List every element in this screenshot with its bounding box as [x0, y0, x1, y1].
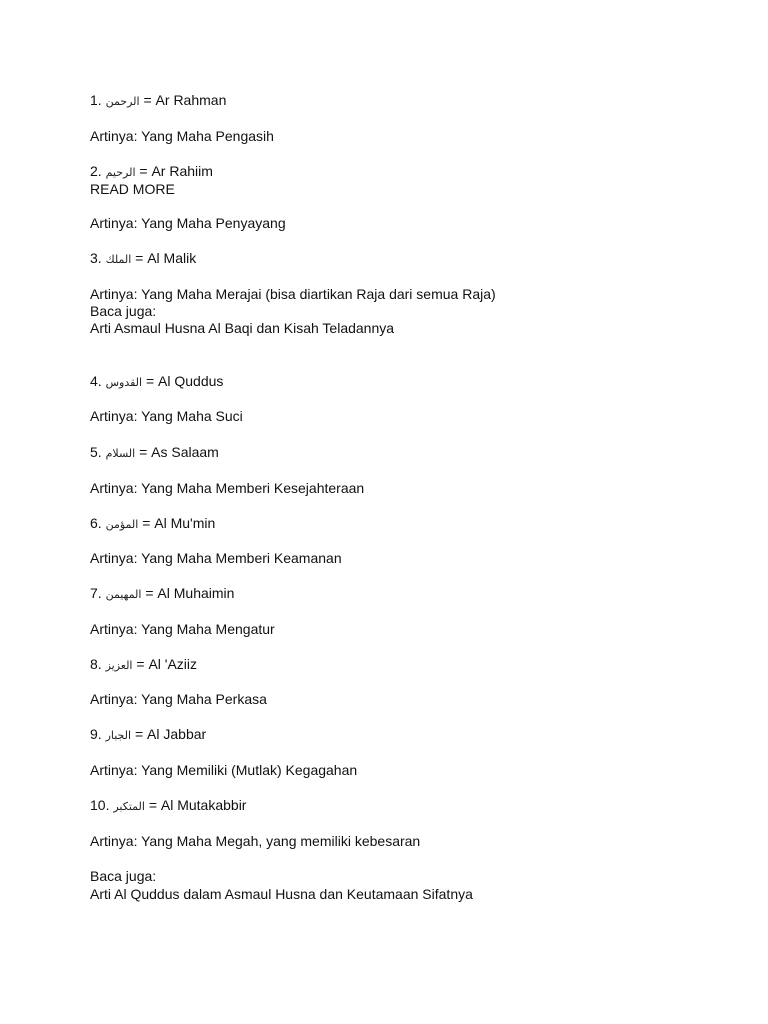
arabic-name: المهيمن: [105, 588, 142, 601]
item-number: 6.: [90, 515, 102, 531]
latin-name: = Al Quddus: [145, 373, 224, 389]
item-3-meaning: Artinya: Yang Maha Merajai (bisa diartikan Raja dari semua Raja): [90, 286, 496, 302]
item-8-meaning: Artinya: Yang Maha Perkasa: [90, 691, 267, 707]
item-3-title: [90, 249, 196, 269]
item-number: 10.: [90, 797, 110, 813]
item-9-meaning: Artinya: Yang Memiliki (Mutlak) Kegagahan: [90, 762, 358, 778]
item-5-title: [90, 443, 219, 463]
item-number: 9.: [90, 726, 102, 742]
arabic-name: المؤمن: [105, 518, 139, 531]
item-5-meaning: Artinya: Yang Maha Memberi Kesejahteraan: [90, 480, 365, 496]
arabic-name: القدوس: [105, 376, 143, 389]
item-1-title: [90, 91, 226, 111]
arabic-name: الرحمن: [105, 95, 140, 108]
latin-name: = Al 'Aziiz: [136, 656, 198, 672]
item-4-meaning: Artinya: Yang Maha Suci: [90, 408, 243, 424]
item-number: 4.: [90, 373, 102, 389]
item-number: 8.: [90, 656, 102, 672]
arabic-name: المتكبر: [113, 800, 145, 813]
item-number: 5.: [90, 444, 102, 460]
baca-juga-label: Baca juga:: [90, 303, 157, 319]
latin-name: = Al Jabbar: [134, 726, 207, 742]
arabic-name: العزيز: [105, 659, 133, 672]
arabic-name: الجبار: [105, 729, 132, 742]
item-1-meaning: Artinya: Yang Maha Pengasih: [90, 128, 274, 144]
baca-juga-link[interactable]: Arti Asmaul Husna Al Baqi dan Kisah Teladannya: [90, 320, 395, 336]
latin-name: = Al Mutakabbir: [148, 797, 247, 813]
item-7-meaning: Artinya: Yang Maha Mengatur: [90, 621, 275, 637]
arabic-name: السلام: [105, 447, 136, 460]
read-more-link[interactable]: READ MORE: [90, 181, 175, 197]
latin-name: = Al Muhaimin: [145, 585, 235, 601]
item-9-title: [90, 725, 206, 745]
item-10-meaning: Artinya: Yang Maha Megah, yang memiliki kebesaran: [90, 833, 421, 849]
item-number: 2.: [90, 163, 102, 179]
item-number: 7.: [90, 585, 102, 601]
item-2-title: [90, 162, 213, 182]
item-7-title: [90, 584, 234, 604]
latin-name: = Ar Rahman: [143, 92, 227, 108]
arabic-name: الملك: [105, 253, 132, 266]
item-8-title: [90, 655, 197, 675]
item-number: 1.: [90, 92, 102, 108]
item-number: 3.: [90, 250, 102, 266]
latin-name: = As Salaam: [139, 444, 219, 460]
item-6-title: [90, 514, 215, 534]
latin-name: = Al Malik: [135, 250, 197, 266]
baca-juga-link[interactable]: Arti Al Quddus dalam Asmaul Husna dan Keutamaan Sifatnya: [90, 886, 473, 902]
item-2-meaning: Artinya: Yang Maha Penyayang: [90, 215, 286, 231]
item-6-meaning: Artinya: Yang Maha Memberi Keamanan: [90, 550, 342, 566]
arabic-name: الرحيم: [105, 166, 136, 179]
item-4-title: [90, 372, 223, 392]
latin-name: = Al Mu'min: [142, 515, 216, 531]
latin-name: = Ar Rahiim: [139, 163, 213, 179]
item-10-title: [90, 796, 246, 816]
baca-juga-label: Baca juga:: [90, 868, 157, 884]
